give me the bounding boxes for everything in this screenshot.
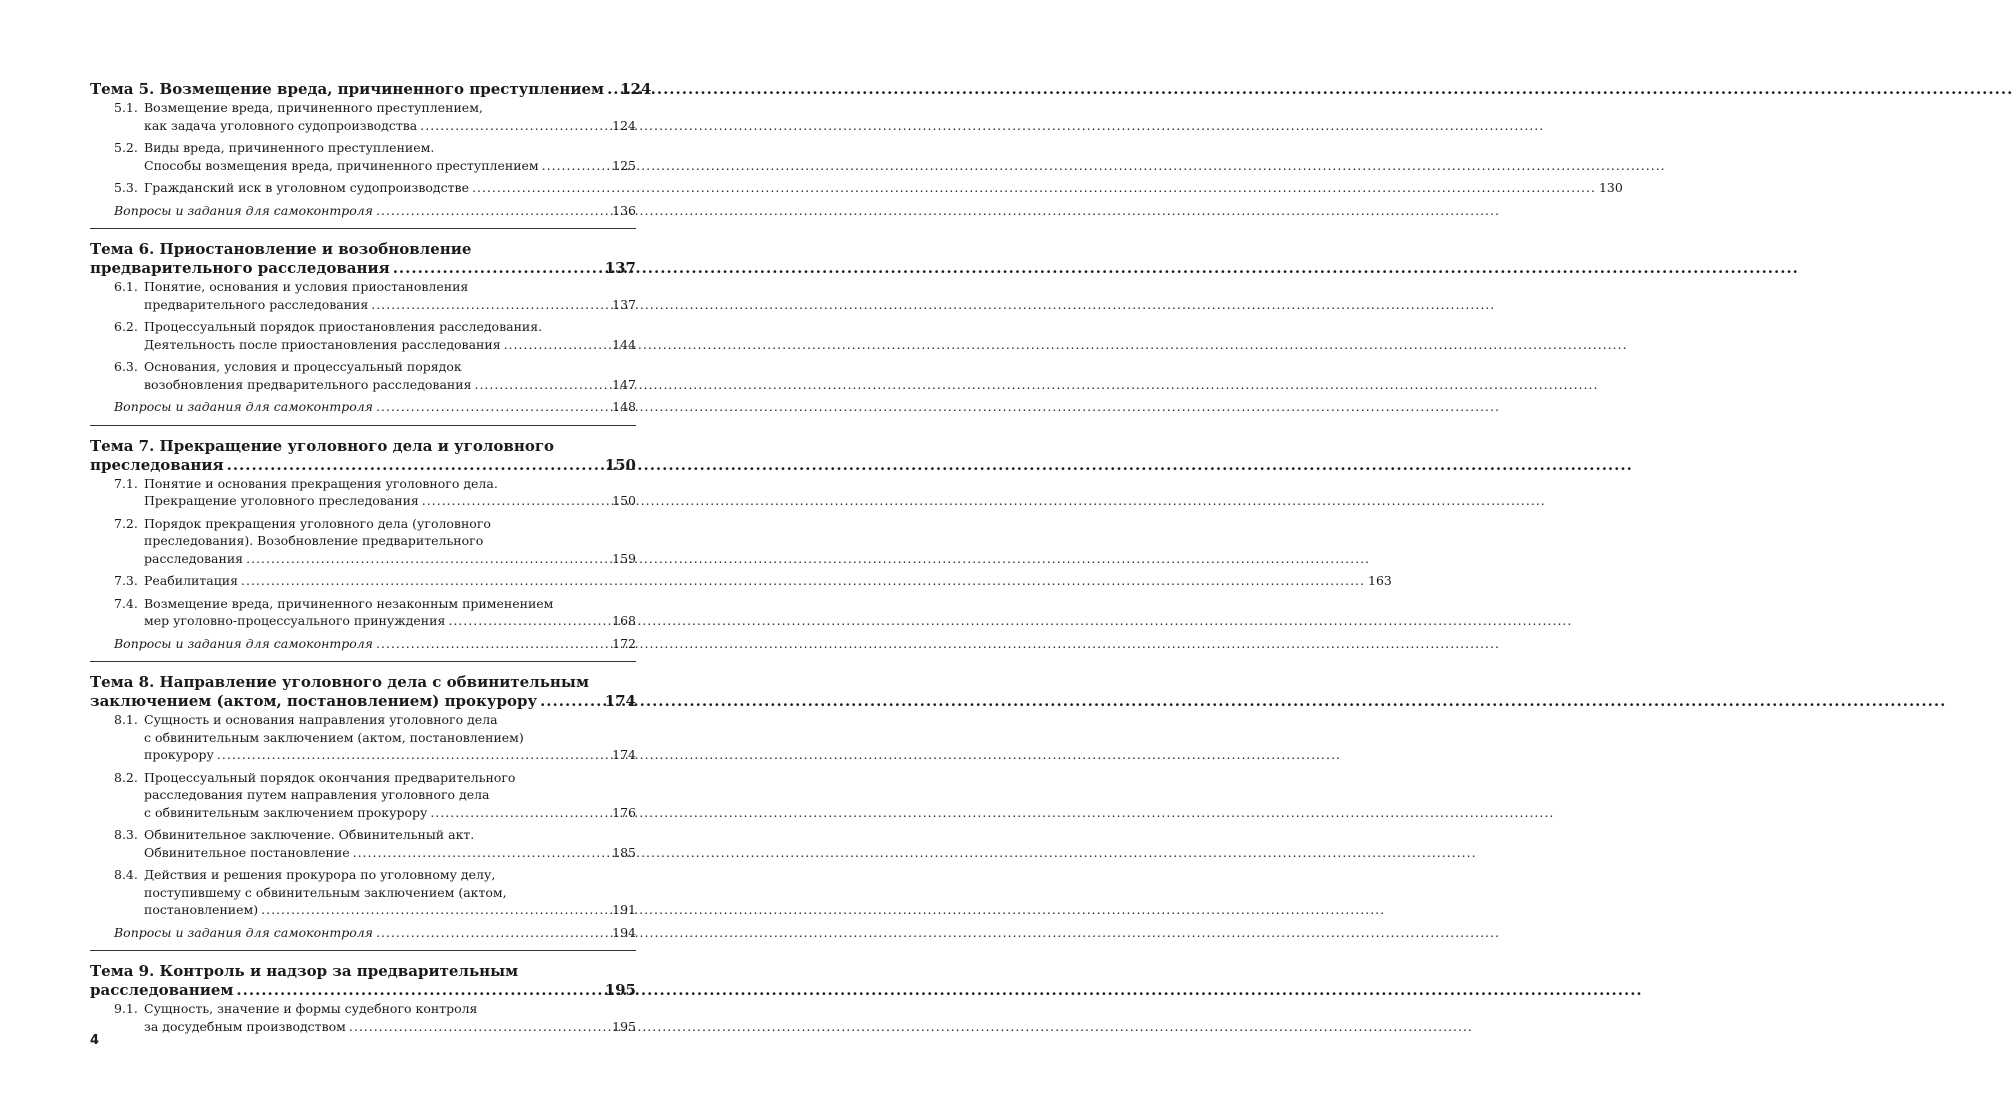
entry-text: Реабилитация <box>144 573 239 588</box>
toc-leader-row <box>90 456 636 475</box>
dot-leader <box>393 259 602 278</box>
self-check-questions[interactable] <box>90 398 636 416</box>
entry-continuation-line <box>90 884 636 902</box>
entry-text: мер уголовно-процессуального принуждения <box>144 613 446 628</box>
dot-leader <box>376 398 609 416</box>
toc-entry[interactable] <box>90 99 636 134</box>
entry-continuation-line <box>90 336 636 354</box>
topic-divider <box>90 950 636 951</box>
entry-first-line <box>90 318 636 336</box>
dot-leader <box>472 179 1596 197</box>
toc-topic <box>90 661 636 941</box>
toc-entry[interactable] <box>90 318 636 353</box>
toc-entry[interactable] <box>90 711 636 764</box>
questions-label: Вопросы и задания для самоконтроля <box>114 635 373 651</box>
dot-leader <box>542 157 609 175</box>
topic-heading[interactable] <box>90 432 636 475</box>
entry-text: постановлением) <box>144 902 259 917</box>
entry-text: Виды вреда, причиненного преступлением. <box>144 140 435 155</box>
entry-number: 7.2. <box>114 515 138 531</box>
entry-text: Способы возмещения вреда, причиненного преступлением <box>144 157 539 173</box>
entry-continuation-line <box>90 1018 636 1036</box>
entry-number: 8.2. <box>114 769 138 785</box>
entry-first-line <box>90 358 636 376</box>
page-ref: 194 <box>612 924 636 940</box>
entry-text: за досудебным производством <box>144 1018 346 1034</box>
page-ref: 147 <box>612 376 636 392</box>
toc-topic <box>90 228 636 416</box>
page-ref: 124 <box>612 117 636 133</box>
entry-continuation-line <box>90 296 636 314</box>
entry-number: 7.4. <box>114 595 138 611</box>
self-check-questions[interactable] <box>90 924 636 942</box>
toc-leader-row <box>114 202 636 220</box>
entry-text: поступившему с обвинительным заключением (актом, <box>144 884 507 900</box>
entry-text: расследования <box>144 550 244 566</box>
page-ref: 163 <box>1368 573 1392 588</box>
entry-text: Понятие и основания прекращения уголовного дела. <box>144 475 498 491</box>
dot-leader <box>371 296 609 314</box>
dot-leader <box>376 635 609 653</box>
page-ref: 137 <box>612 296 636 312</box>
topic-divider <box>90 228 636 229</box>
entry-continuation-line <box>90 746 636 764</box>
page-ref: 159 <box>612 550 636 566</box>
dot-leader <box>349 1018 609 1036</box>
page-ref: 176 <box>612 804 636 820</box>
topic-title-line: Тема 8. Направление уголовного дела с обвинительным <box>90 673 589 691</box>
table-of-contents <box>90 80 1623 1044</box>
entry-first-line <box>90 139 636 157</box>
entry-text: преследования). Возобновление предварительного <box>144 533 484 548</box>
topic-heading[interactable] <box>90 668 636 711</box>
entry-first-line <box>90 826 636 844</box>
toc-leader-row <box>144 336 636 354</box>
dot-leader <box>261 901 609 919</box>
toc-leader-row <box>144 550 636 568</box>
entry-number: 5.2. <box>114 140 138 155</box>
entry-continuation-line <box>90 532 636 550</box>
toc-entry[interactable] <box>90 515 636 568</box>
entry-number: 6.1. <box>114 279 138 294</box>
entry-text: возобновления предварительного расследования <box>144 376 472 392</box>
entry-first-line <box>90 572 1392 590</box>
page-ref: 168 <box>612 613 636 628</box>
toc-leader-row <box>114 924 636 942</box>
toc-entry[interactable] <box>90 826 636 861</box>
entry-number: 9.1. <box>114 1001 138 1016</box>
entry-continuation-line <box>90 804 636 822</box>
entry-text: прокурору <box>144 747 214 762</box>
topic-title-line: предварительного расследования <box>90 259 390 277</box>
dot-leader <box>504 336 610 354</box>
dot-leader <box>376 924 609 942</box>
toc-entry[interactable] <box>90 1000 636 1035</box>
dot-leader <box>376 202 609 220</box>
toc-leader-row <box>144 492 636 510</box>
toc-leader-row <box>144 572 1392 590</box>
entry-number: 6.2. <box>114 319 138 334</box>
questions-label: Вопросы и задания для самоконтроля <box>114 924 373 940</box>
dot-leader <box>430 804 609 822</box>
topic-title-line: Тема 6. Приостановление и возобновление <box>90 240 472 258</box>
questions-label: Вопросы и задания для самоконтроля <box>114 202 373 218</box>
toc-leader-row <box>144 179 1623 197</box>
topic-divider <box>90 661 636 662</box>
entry-number: 8.1. <box>114 712 138 727</box>
toc-entry[interactable] <box>90 278 636 313</box>
page-ref: 185 <box>612 844 636 860</box>
entry-first-line <box>90 711 636 729</box>
toc-leader-row <box>144 1018 636 1036</box>
entry-text: Деятельность после приостановления расследования <box>144 336 501 352</box>
entry-text: Процессуальный порядок окончания предварительного <box>144 769 516 785</box>
entry-number: 7.3. <box>114 573 138 588</box>
entry-continuation-line <box>90 844 636 862</box>
entry-text: как задача уголовного судопроизводства <box>144 117 418 133</box>
entry-continuation-line <box>90 729 636 747</box>
dot-leader <box>236 981 601 1000</box>
topic-divider <box>90 425 636 426</box>
toc-leader-row <box>144 157 636 175</box>
entry-first-line <box>90 595 636 613</box>
self-check-questions[interactable] <box>90 202 636 220</box>
page-ref: 137 <box>604 259 636 277</box>
dot-leader <box>474 376 609 394</box>
topic-title-line: расследованием <box>90 981 234 999</box>
dot-leader <box>353 844 610 862</box>
entry-number: 5.3. <box>114 180 138 195</box>
entry-number: 8.4. <box>114 867 138 882</box>
entry-first-line <box>90 1000 636 1018</box>
topic-title-line: преследования <box>90 455 224 474</box>
entry-text: Обвинительное заключение. Обвинительный акт. <box>144 827 475 842</box>
entry-continuation-line <box>90 612 636 630</box>
toc-leader-row <box>90 259 636 278</box>
toc-entry[interactable] <box>90 358 636 393</box>
self-check-questions[interactable] <box>90 635 636 653</box>
entry-text: Возмещение вреда, причиненного незаконным применением <box>144 595 554 611</box>
questions-label: Вопросы и задания для самоконтроля <box>114 399 373 414</box>
topic-title-line: Тема 7. Прекращение уголовного дела и уголовного <box>90 436 555 455</box>
page-ref: 172 <box>612 635 636 651</box>
page-ref: 125 <box>612 157 636 173</box>
entry-text: Гражданский иск в уголовном судопроизводстве <box>144 180 469 195</box>
entry-text: с обвинительным заключением (актом, постановлением) <box>144 729 524 745</box>
page-ref: 191 <box>612 902 636 917</box>
toc-leader-row <box>144 612 636 630</box>
entry-first-line <box>90 278 636 296</box>
toc-topic <box>90 80 1623 219</box>
dot-leader <box>448 612 609 630</box>
entry-first-line <box>90 475 636 493</box>
entry-text: Сущность, значение и формы судебного контроля <box>144 1001 478 1016</box>
toc-entry[interactable] <box>90 866 636 919</box>
toc-leader-row <box>114 398 636 416</box>
page-ref: 195 <box>604 981 636 999</box>
toc-leader-row <box>144 746 636 764</box>
toc-leader-row <box>144 901 636 919</box>
entry-number: 7.1. <box>114 475 138 491</box>
entry-text: с обвинительным заключением прокурору <box>144 804 428 820</box>
toc-entry[interactable] <box>90 139 636 174</box>
dot-leader <box>540 692 602 711</box>
entry-text: Возмещение вреда, причиненного преступлением, <box>144 100 483 115</box>
entry-continuation-line <box>90 550 636 568</box>
entry-first-line <box>90 99 636 117</box>
entry-number: 8.3. <box>114 827 138 842</box>
toc-topic <box>90 950 636 1035</box>
entry-text: Обвинительное постановление <box>144 844 350 860</box>
entry-continuation-line <box>90 492 636 510</box>
toc-leader-row <box>90 80 652 99</box>
topic-title-line: заключением (актом, постановлением) прокурору <box>90 692 538 710</box>
entry-text: Порядок прекращения уголовного дела (уголовного <box>144 515 491 531</box>
entry-continuation-line <box>90 157 636 175</box>
toc-leader-row <box>144 844 636 862</box>
entry-text: Понятие, основания и условия приостановления <box>144 279 469 294</box>
entry-continuation-line <box>90 901 636 919</box>
page-ref: 174 <box>612 747 636 762</box>
entry-number: 5.1. <box>114 100 138 115</box>
entry-first-line <box>90 515 636 533</box>
entry-number: 6.3. <box>114 359 138 374</box>
entry-continuation-line <box>90 786 636 804</box>
entry-text: Сущность и основания направления уголовного дела <box>144 712 498 727</box>
entry-text: предварительного расследования <box>144 296 369 312</box>
page-ref: 148 <box>612 399 636 414</box>
toc-leader-row <box>114 635 636 653</box>
toc-entry[interactable] <box>90 179 1623 197</box>
dot-leader <box>227 456 602 475</box>
topic-title-line: Тема 9. Контроль и надзор за предварительным <box>90 962 519 980</box>
dot-leader <box>607 80 617 99</box>
page-number: 4 <box>90 1033 100 1048</box>
topic-heading[interactable] <box>90 235 636 278</box>
topic-heading[interactable] <box>90 80 652 99</box>
entry-text: Прекращение уголовного преследования <box>144 493 419 508</box>
page-ref: 130 <box>1598 180 1623 195</box>
page-ref: 195 <box>612 1018 636 1034</box>
entry-text: расследования путем направления уголовного дела <box>144 787 490 802</box>
toc-leader-row <box>90 692 636 711</box>
entry-first-line <box>90 179 1623 197</box>
topic-title-line: Тема 5. Возмещение вреда, причиненного преступлением <box>90 80 605 98</box>
topic-heading[interactable] <box>90 957 636 1000</box>
toc-entry[interactable] <box>90 595 636 630</box>
entry-text: Процессуальный порядок приостановления расследования. <box>144 319 543 334</box>
toc-leader-row <box>144 117 636 135</box>
toc-leader-row <box>144 376 636 394</box>
page-ref: 144 <box>612 336 636 352</box>
dot-leader <box>241 572 1365 590</box>
page-ref: 150 <box>612 493 636 508</box>
dot-leader <box>420 117 609 135</box>
entry-first-line <box>90 769 636 787</box>
dot-leader <box>217 746 609 764</box>
entry-text: Основания, условия и процессуальный порядок <box>144 359 462 374</box>
toc-leader-row <box>144 296 636 314</box>
toc-leader-row <box>90 981 636 1000</box>
dot-leader <box>422 492 609 510</box>
page-ref: 136 <box>612 202 636 218</box>
dot-leader <box>246 550 609 568</box>
toc-entry[interactable] <box>90 475 636 510</box>
page-ref: 124 <box>620 80 652 98</box>
page-ref: 174 <box>604 692 636 710</box>
toc-entry[interactable] <box>90 572 1392 590</box>
toc-entry[interactable] <box>90 769 636 822</box>
entry-continuation-line <box>90 117 636 135</box>
page-ref: 150 <box>604 455 636 474</box>
entry-first-line <box>90 866 636 884</box>
entry-continuation-line <box>90 376 636 394</box>
entry-text: Действия и решения прокурора по уголовному делу, <box>144 867 496 882</box>
toc-topic <box>90 425 1392 653</box>
toc-leader-row <box>144 804 636 822</box>
